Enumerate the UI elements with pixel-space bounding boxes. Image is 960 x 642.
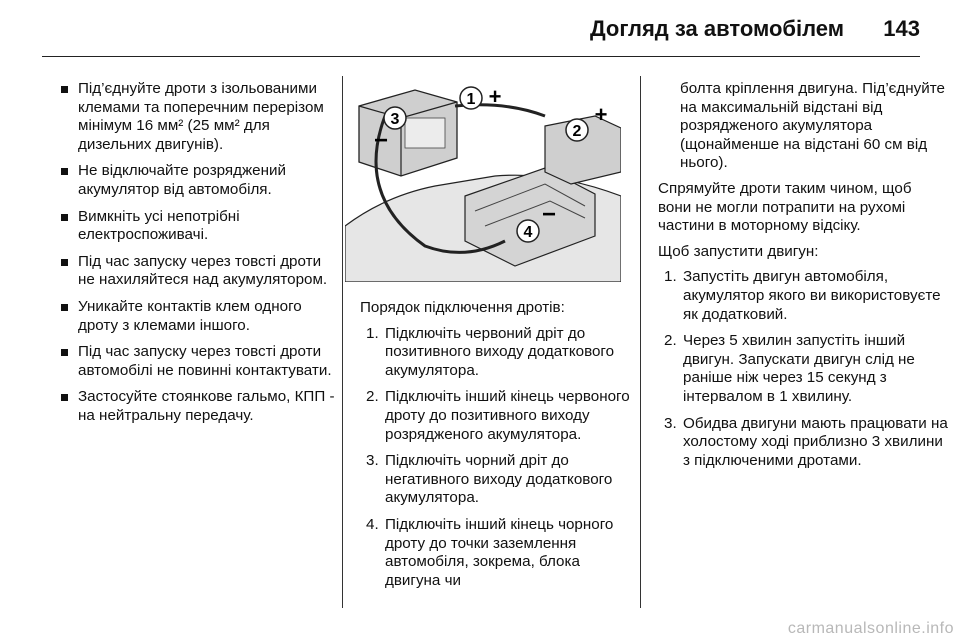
precautions-list xyxy=(60,80,338,426)
list-item: 1. Запустіть двигун автомобіля, акумулятор якого ви використовуєте як додатковий. xyxy=(664,268,941,323)
page-header xyxy=(0,0,960,58)
connection-steps xyxy=(360,325,630,591)
svg-text:2: 2 xyxy=(572,123,582,140)
page-title: Догляд за автомобілем xyxy=(589,16,844,41)
svg-text:1: 1 xyxy=(466,91,476,108)
list-item: Під час запуску через товсті дроти автомобілі не повинні контактувати. xyxy=(60,343,338,380)
list-item: 3. Підключіть чорний дріт до негативного виходу додаткового акумулятора. xyxy=(366,452,613,507)
list-item: Не відключайте розряджений акумулятор від автомобіля. xyxy=(60,162,338,199)
list-item: 1. Підключіть червоний дріт до позитивного виходу додаткового акумулятора. xyxy=(366,324,615,379)
column-1 xyxy=(60,80,338,434)
svg-text:−: − xyxy=(541,201,557,228)
svg-text:+: + xyxy=(594,102,608,127)
svg-text:3: 3 xyxy=(390,111,400,128)
connection-order-intro: Порядок підключення дротів: xyxy=(360,299,565,316)
jump-start-illustration xyxy=(345,76,621,282)
list-item: 2. Підключіть інший кінець червоного дроту до позитивного виходу розрядженого акумулятора. xyxy=(366,388,630,443)
column-divider-1 xyxy=(342,76,343,608)
list-item: 3. Обидва двигуни мають працювати на холостому ході приблизно 3 хвилини з підключеними дротами. xyxy=(664,414,948,469)
svg-text:−: − xyxy=(373,127,389,154)
page-number: 143 xyxy=(883,16,920,41)
list-item: Уникайте контактів клем одного дроту з клемами іншого. xyxy=(60,298,338,335)
list-item: 4. Підключіть інший кінець чорного дроту до точки заземлення автомобіля, зокрема, блока двигуна чи xyxy=(366,515,614,589)
start-steps xyxy=(658,268,948,470)
header-rule xyxy=(42,56,920,57)
list-item: Вимкніть усі непотрібні електроспоживачі. xyxy=(60,208,338,245)
watermark: carmanualsonline.info xyxy=(787,620,954,637)
svg-text:+: + xyxy=(488,84,502,109)
list-item: Застосуйте стоянкове гальмо, КПП - на нейтральну передачу. xyxy=(60,388,338,425)
list-item: Під час запуску через товсті дроти не нахиляйтеся над акумулятором. xyxy=(60,253,338,290)
paragraph: Щоб запустити двигун: xyxy=(658,242,819,260)
paragraph: Спрямуйте дроти таким чином, щоб вони не могли потрапити на рухомі частини в моторному відсіку. xyxy=(658,179,912,235)
column-divider-2 xyxy=(640,76,641,608)
column-2 xyxy=(360,299,630,598)
list-item: Під’єднуйте дроти з ізольованими клемами та поперечним перерізом мінімум 16 мм² (25 мм² для дизельних двигунів). xyxy=(60,80,338,154)
list-item: 2. Через 5 хвилин запустіть інший двигун. Запускати двигун слід не раніше ніж через 15 секунд з інтервалом в 1 хвилину. xyxy=(664,332,915,405)
column-3 xyxy=(658,80,948,478)
svg-text:4: 4 xyxy=(523,224,533,241)
step-4-continuation: болта кріплення двигуна. Під’єднуйте на максимальній відстані від розрядженого акумулятора (щонайменше на відстані 60 см від нього). xyxy=(680,80,945,172)
